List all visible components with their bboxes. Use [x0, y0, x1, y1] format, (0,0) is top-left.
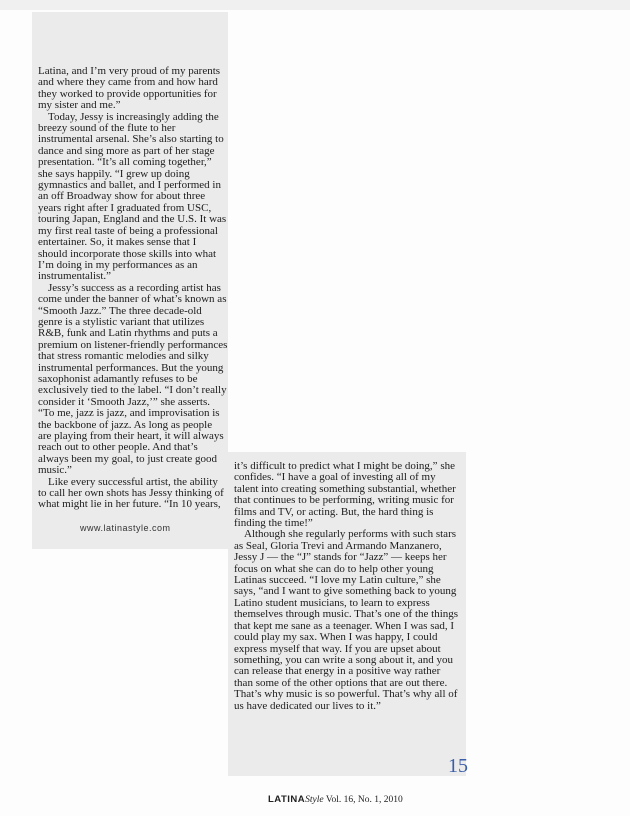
magazine-footer	[268, 794, 403, 805]
page-number: 15	[448, 755, 468, 777]
article-paragraph: Like every successful artist, the ability to call her own shots has Jessy thinking of what might lie in her future. “In 10 years,	[38, 475, 224, 511]
footer-brand-bold: LATINA	[268, 794, 306, 805]
article-paragraph: Although she regularly performs with such stars as Seal, Gloria Trevi and Armando Manzanero, Jessy J — the “J” stands for “Jazz” — keeps her focus on what she can do to help other young Latinas succeed. “I love my Latin culture,” she says, “and I want to give something back to young Latino student musicians, to learn to express themselves through music. That’s one of the things that kept me sane as a teenager. When I was sad, I could play my sax. When I was happy, I could express myself that way. If you are upset about something, you can write a song about it, and you can release that energy in a positive way rather than some of the other options that are out there. That’s why music is so powerful. That’s why all of us have dedicated our lives to it.”	[234, 528, 459, 712]
left-article-column	[38, 66, 228, 511]
article-paragraph: it’s difficult to predict what I might be doing,” she confides. “I have a goal of investing all of my talent into creating something substantial, whether that continues to be performing, writing music for films and TV, or acting. But, the hard thing is finding the time!”	[234, 460, 456, 530]
website-url: www.latinastyle.com	[80, 523, 171, 533]
article-paragraph: Jessy’s success as a recording artist has come under the banner of what’s known as “Smooth Jazz.” The three decade-old genre is a stylistic variant that utilizes R&B, funk and Latin rhythms and puts a premium on listener-friendly performances that stress romantic melodies and silky instrumental performances. But the young saxophonist adamantly refuses to be exclusively tied to the label. “I don’t really consider it ‘Smooth Jazz,’” she asserts. “To me, jazz is jazz, and improvisation is the backbone of jazz. As long as people are playing from their heart, it will always reach out to other people. And that’s always been my goal, to just create good music.”	[38, 281, 228, 477]
article-paragraph: Today, Jessy is increasingly adding the breezy sound of the flute to her instrumental arsenal. She’s also starting to dance and sing more as part of her stage presentation. “It’s all coming together,” she says happily. “I grew up doing gymnastics and ballet, and I performed in an off Broadway show for about three years right after I graduated from USC, touring Japan, England and the U.S. It was my first real taste of being a professional entertainer. So, it makes sense that I should incorporate those skills into what I’m doing in my performances as an instrumentalist.”	[38, 110, 227, 283]
article-paragraph: Latina, and I’m very proud of my parents and where they came from and how hard they worked to provide opportunities for my sister and me.”	[38, 65, 221, 112]
footer-brand-script: Style	[305, 795, 324, 805]
footer-issue: Vol. 16, No. 1, 2010	[325, 795, 403, 805]
right-article-column	[234, 461, 460, 712]
scan-top-margin	[0, 0, 630, 10]
